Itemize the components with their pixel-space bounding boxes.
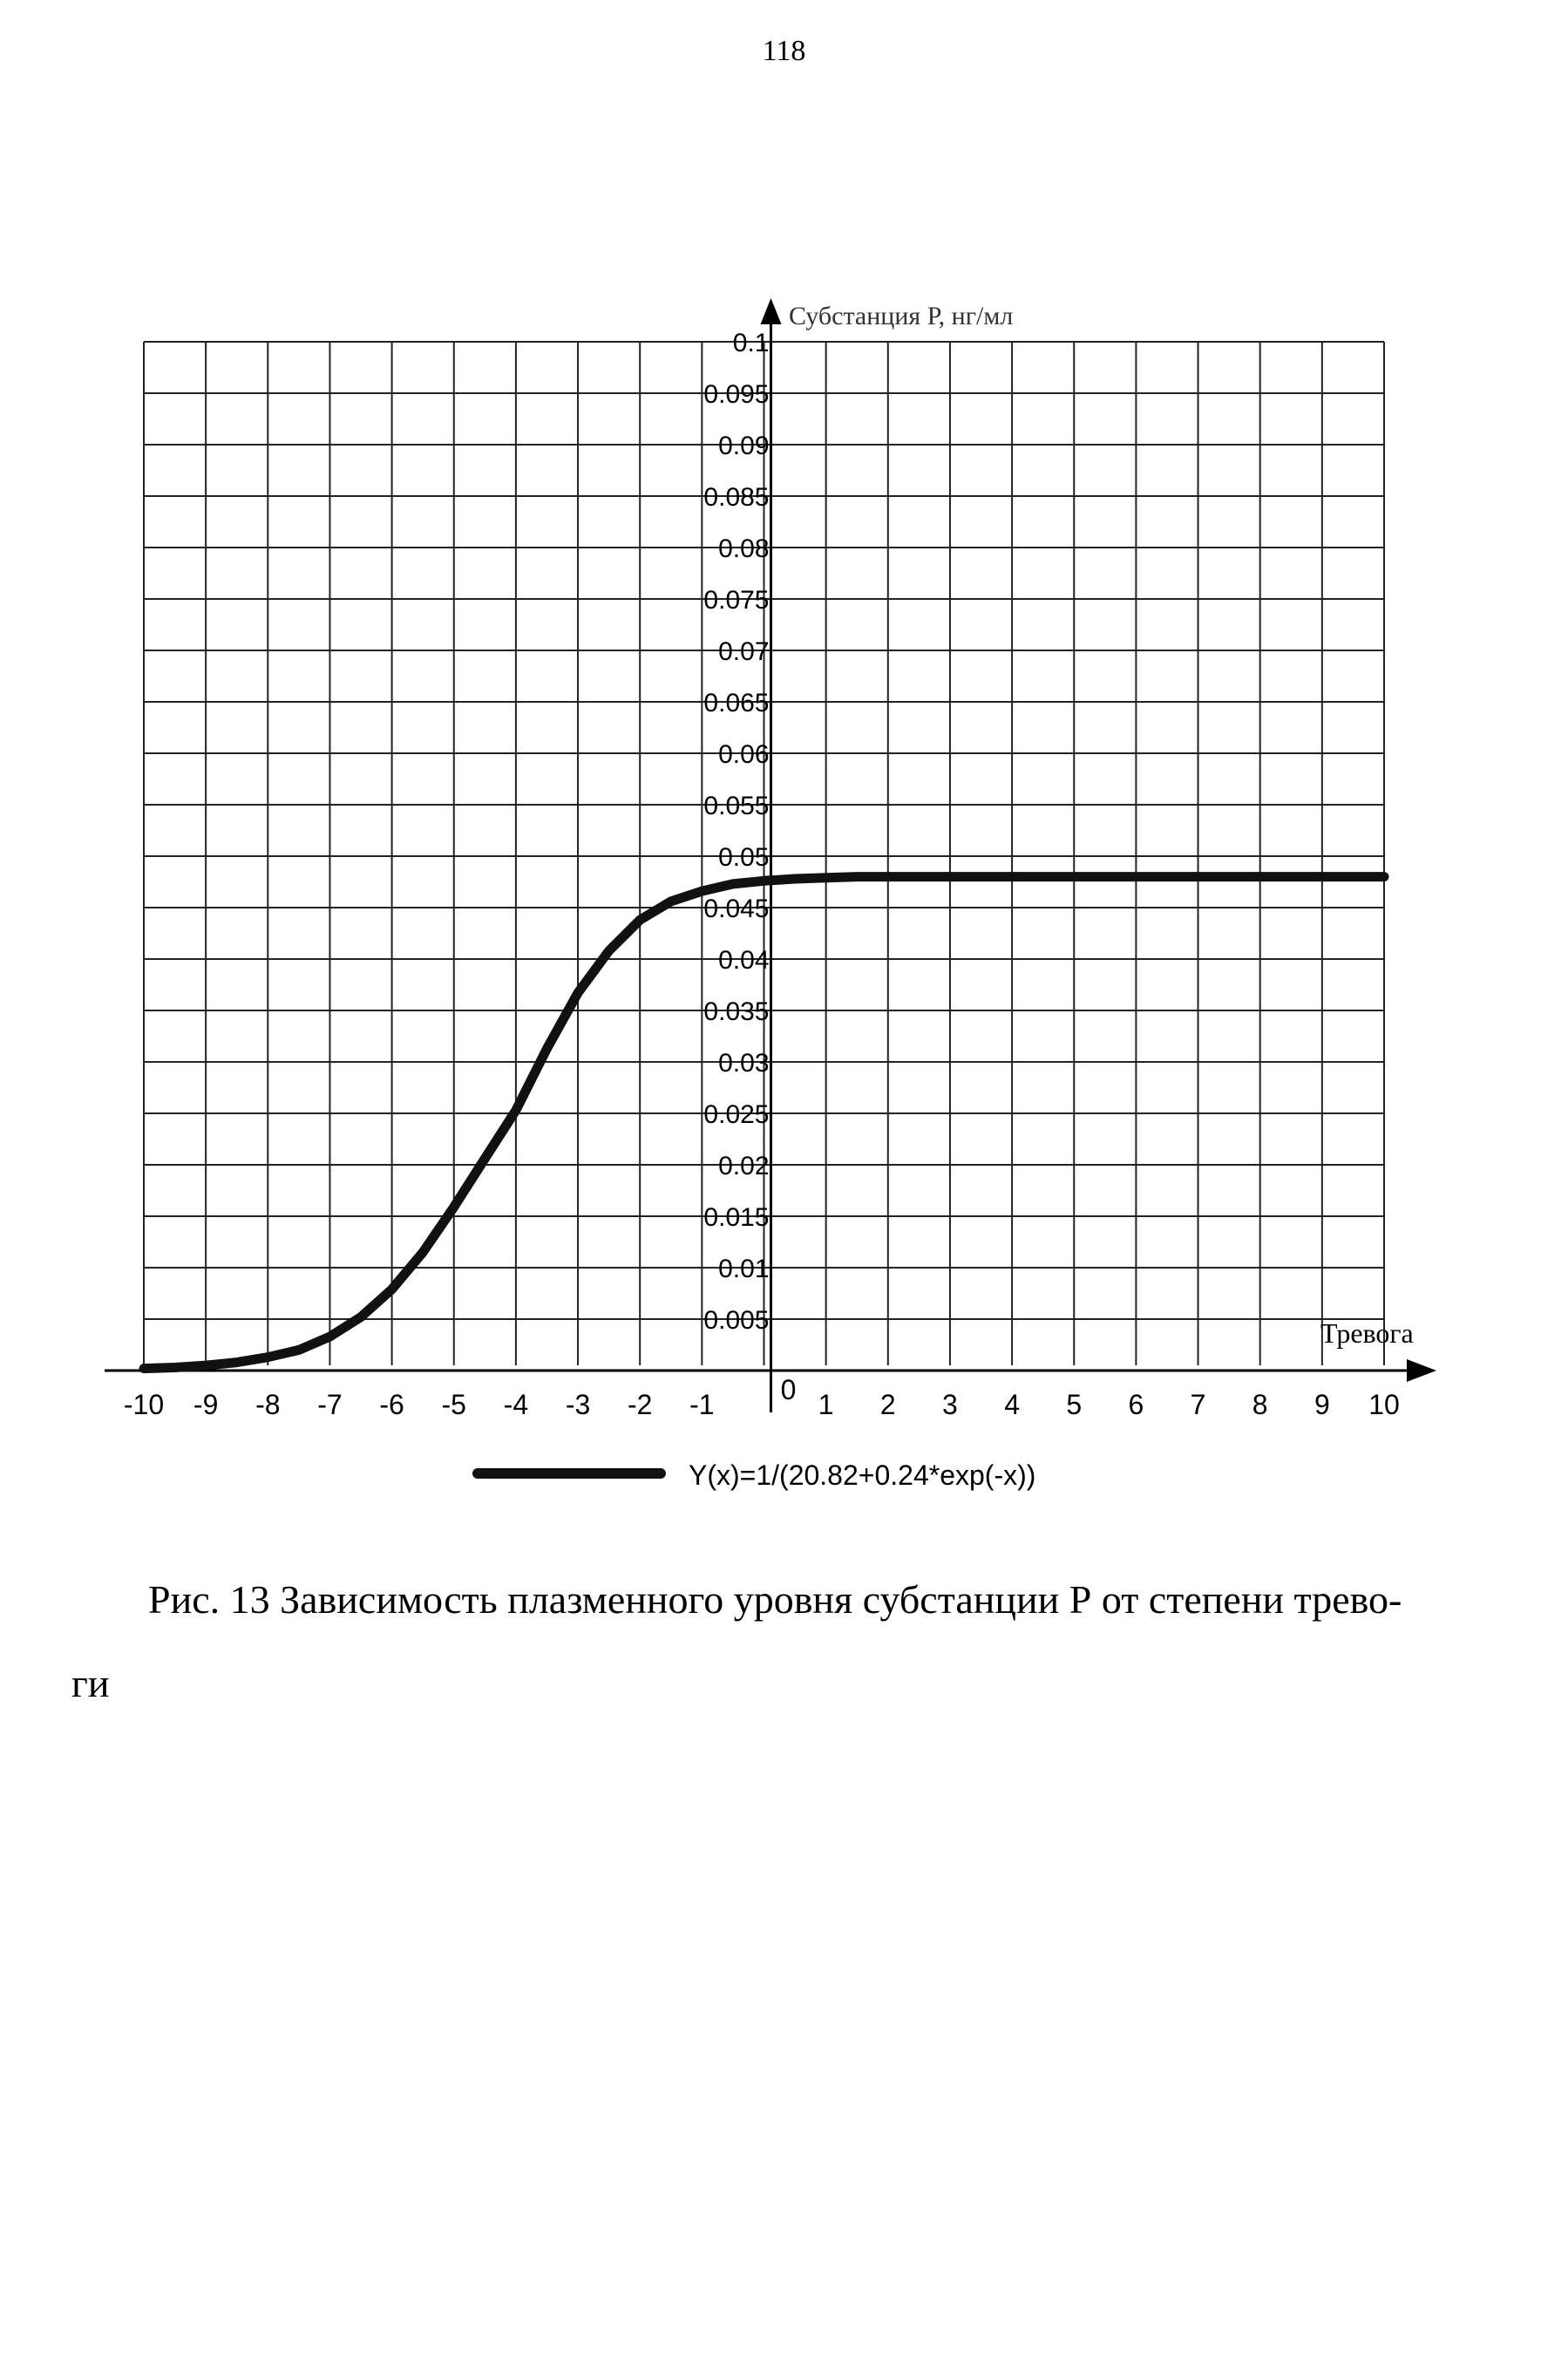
y-axis-label: Субстанция Р, нг/мл: [789, 302, 1014, 330]
y-tick-label: 0.045: [703, 895, 770, 923]
x-tick-label: -9: [193, 1389, 219, 1420]
chart-legend: [478, 1459, 1035, 1491]
x-tick-label: 1: [818, 1389, 834, 1420]
y-tick-label: 0.03: [718, 1049, 770, 1078]
figure-caption-continuation: ги: [71, 1661, 110, 1705]
x-tick-label: -8: [255, 1389, 281, 1420]
x-tick-label: -7: [317, 1389, 343, 1420]
x-tick-label: 6: [1128, 1389, 1144, 1420]
y-tick-label: 0.08: [718, 534, 770, 563]
x-tick-label: -1: [689, 1389, 715, 1420]
x-tick-label: 0: [780, 1374, 797, 1405]
y-tick-label: 0.1: [732, 329, 770, 357]
y-tick-label: 0.09: [718, 432, 770, 460]
y-tick-label: 0.075: [703, 586, 770, 615]
x-tick-label: -2: [627, 1389, 653, 1420]
y-axis-arrow: [761, 298, 782, 324]
y-tick-label: 0.06: [718, 740, 770, 769]
y-tick-label: 0.065: [703, 689, 770, 718]
y-tick-label: 0.05: [718, 843, 770, 872]
x-tick-label: 8: [1252, 1389, 1268, 1420]
x-tick-label: 5: [1066, 1389, 1083, 1420]
x-axis-label: Тревога: [1320, 1317, 1414, 1349]
page-number: 118: [762, 35, 806, 67]
figure-caption: Рис. 13 Зависимость плазменного уровня субстанции Р от степени трево-: [148, 1577, 1402, 1622]
x-axis-arrow: [1407, 1359, 1436, 1382]
y-tick-label: 0.055: [703, 792, 770, 820]
y-tick-label: 0.025: [703, 1100, 770, 1129]
y-tick-label: 0.085: [703, 483, 770, 512]
y-tick-label: 0.005: [703, 1306, 770, 1335]
y-tick-label: 0.04: [718, 946, 770, 975]
x-tick-label: 10: [1368, 1389, 1400, 1420]
y-tick-label: 0.02: [718, 1152, 770, 1180]
x-tick-label: -6: [379, 1389, 404, 1420]
x-tick-label: -4: [503, 1389, 529, 1420]
x-tick-label: 2: [879, 1389, 896, 1420]
y-tick-label: 0.015: [703, 1203, 770, 1232]
x-tick-label: -3: [565, 1389, 591, 1420]
legend-label: Y(x)=1/(20.82+0.24*exp(-x)): [689, 1459, 1036, 1491]
y-tick-labels: [703, 329, 769, 1335]
x-tick-labels: [124, 1374, 1400, 1420]
y-tick-label: 0.01: [718, 1255, 770, 1283]
x-tick-label: 4: [1004, 1389, 1020, 1420]
x-tick-label: -5: [441, 1389, 466, 1420]
y-tick-label: 0.07: [718, 637, 770, 666]
x-tick-label: 3: [942, 1389, 958, 1420]
y-tick-label: 0.035: [703, 997, 770, 1026]
x-tick-label: 9: [1313, 1389, 1330, 1420]
x-tick-label: -10: [123, 1389, 165, 1420]
y-tick-label: 0.095: [703, 380, 770, 409]
x-tick-label: 7: [1190, 1389, 1206, 1420]
